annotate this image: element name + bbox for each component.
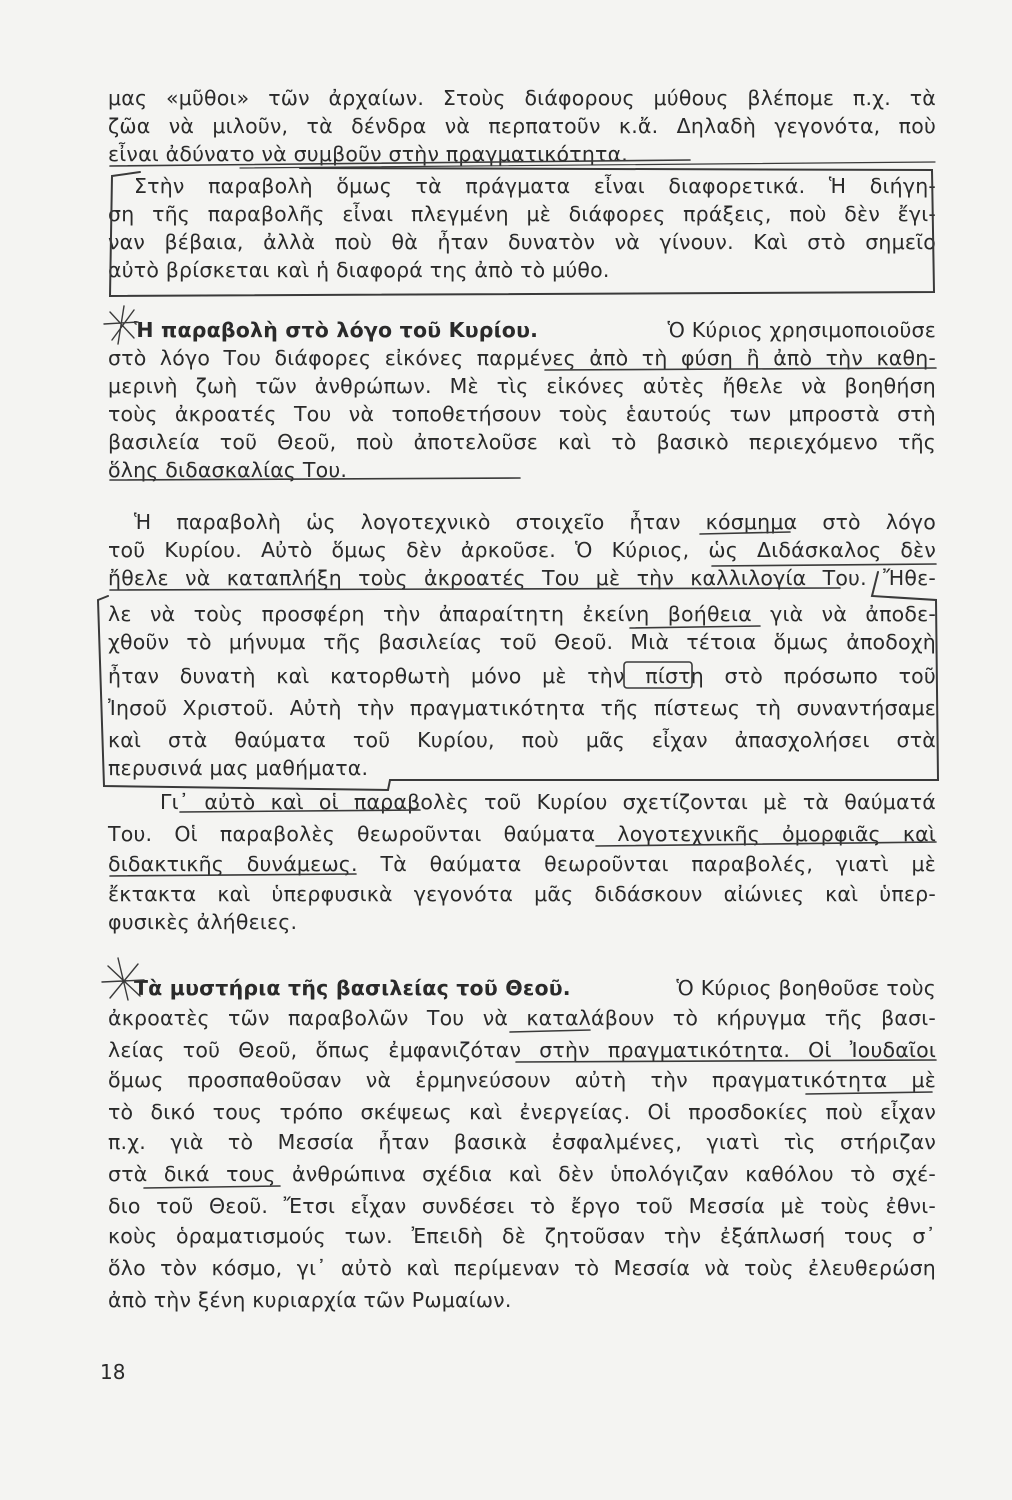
- pencil-asterisk-icon: [104, 306, 138, 344]
- text-line: π.χ. γιὰ τὸ Μεσσία ἦταν βασικὰ ἐσφαλμένες, γιατὶ τὶς στήριζαν: [108, 1130, 936, 1154]
- text-line: ὅμως προσπαθοῦσαν νὰ ἑρμηνεύσουν αὐτὴ τὴν πραγματικότητα μὲ: [108, 1068, 936, 1092]
- text-line: ναν βέβαια, ἀλλὰ ποὺ θὰ ἦταν δυνατὸν νὰ γίνουν. Καὶ στὸ σημεῖο: [108, 230, 936, 254]
- text-line: ἤθελε νὰ καταπλήξη τοὺς ἀκροατές Του μὲ τὴν καλλιλογία Του. Ἤθε-: [108, 566, 936, 590]
- text-line: ση τῆς παραβολῆς εἶναι πλεγμένη μὲ διάφορες πράξεις, ποὺ δὲν ἔγι-: [108, 202, 936, 226]
- text-line: λείας τοῦ Θεοῦ, ὅπως ἐμφανιζόταν στὴν πραγματικότητα. Οἱ Ἰουδαῖοι: [108, 1038, 936, 1062]
- text-line: Ἰησοῦ Χριστοῦ. Αὐτὴ τὴν πραγματικότητα τῆς πίστεως τὴ συναντήσαμε: [108, 696, 936, 720]
- text-line: βασιλεία τοῦ Θεοῦ, ποὺ ἀποτελοῦσε καὶ τὸ βασικὸ περιεχόμενο τῆς: [108, 430, 936, 454]
- text-line: καὶ στὰ θαύματα τοῦ Κυρίου, ποὺ μᾶς εἶχαν ἀπασχολήσει στὰ: [108, 728, 936, 752]
- text-line: τοῦ Κυρίου. Αὐτὸ ὅμως δὲν ἀρκοῦσε. Ὁ Κύριος, ὡς Διδάσκαλος δὲν: [108, 538, 936, 562]
- text-line: [134, 316, 936, 344]
- text-line-rest: Ὁ Κύριος χρησιμοποιοῦσε: [667, 318, 936, 342]
- text-line: μερινὴ ζωὴ τῶν ἀνθρώπων. Μὲ τὶς εἰκόνες αὐτὲς ἤθελε νὰ βοηθήση: [108, 374, 936, 398]
- text-line: φυσικὲς ἀλήθειες.: [108, 910, 298, 934]
- text-line: στὸ λόγο Του διάφορες εἰκόνες παρμένες ἀπὸ τὴ φύση ἢ ἀπὸ τὴν καθη-: [108, 346, 936, 370]
- text-line: ἀκροατὲς τῶν παραβολῶν Του νὰ καταλάβουν τὸ κήρυγμα τῆς βασι-: [108, 1006, 936, 1030]
- text-line: περυσινά μας μαθήματα.: [108, 756, 369, 780]
- text-line: Ἡ παραβολὴ ὡς λογοτεχνικὸ στοιχεῖο ἦταν κόσμημα στὸ λόγο: [134, 510, 936, 534]
- text-line: Στὴν παραβολὴ ὅμως τὰ πράγματα εἶναι διαφορετικά. Ἡ διήγη-: [134, 174, 936, 198]
- text-line: ὅλης διδασκαλίας Του.: [108, 458, 348, 482]
- text-line: ὅλο τὸν κόσμο, γι᾿ αὐτὸ καὶ περίμεναν τὸ Μεσσία νὰ τοὺς ἐλευθερώση: [108, 1256, 936, 1280]
- text-line: Γι᾿ αὐτὸ καὶ οἱ παραβολὲς τοῦ Κυρίου σχετίζονται μὲ τὰ θαύματά: [160, 790, 936, 814]
- text-line: αὐτὸ βρίσκεται καὶ ἡ διαφορά της ἀπὸ τὸ μύθο.: [108, 258, 610, 282]
- text-line: ἦταν δυνατὴ καὶ κατορθωτὴ μόνο μὲ τὴν πίστη στὸ πρόσωπο τοῦ: [108, 664, 936, 688]
- text-line: διο τοῦ Θεοῦ. Ἔτσι εἶχαν συνδέσει τὸ ἔργο τοῦ Μεσσία μὲ τοὺς ἐθνι-: [108, 1194, 936, 1218]
- text-line: διδακτικῆς δυνάμεως. Τὰ θαύματα θεωροῦνται παραβολές, γιατὶ μὲ: [108, 852, 936, 876]
- text-line: μας «μῦθοι» τῶν ἀρχαίων. Στοὺς διάφορους μύθους βλέπομε π.χ. τὰ: [108, 86, 936, 110]
- text-line: κοὺς ὁραματισμούς των. Ἐπειδὴ δὲ ζητοῦσαν τὴν ἐξάπλωσή τους σ᾿: [108, 1224, 936, 1248]
- text-line: στὰ δικά τους ἀνθρώπινα σχέδια καὶ δὲν ὑπολόγιζαν καθόλου τὸ σχέ-: [108, 1162, 936, 1186]
- text-line: εἶναι ἀδύνατο νὰ συμβοῦν στὴν πραγματικότητα.: [108, 142, 629, 166]
- text-line: χθοῦν τὸ μήνυμα τῆς βασιλείας τοῦ Θεοῦ. Μιὰ τέτοια ὅμως ἀποδοχὴ: [108, 630, 936, 654]
- section-heading: Τὰ μυστήρια τῆς βασιλείας τοῦ Θεοῦ.: [134, 976, 571, 1000]
- text-line: ζῶα νὰ μιλοῦν, τὰ δένδρα νὰ περπατοῦν κ.ἄ. Δηλαδὴ γεγονότα, ποὺ: [108, 114, 936, 138]
- text-line: τοὺς ἀκροατές Του νὰ τοποθετήσουν τοὺς ἑαυτούς των μπροστὰ στὴ: [108, 402, 936, 426]
- text-line: λε νὰ τοὺς προσφέρη τὴν ἀπαραίτητη ἐκείνη βοήθεια γιὰ νὰ ἀποδε-: [108, 602, 936, 626]
- section-heading: Ἡ παραβολὴ στὸ λόγο τοῦ Κυρίου.: [134, 318, 539, 342]
- text-line: τὸ δικό τους τρόπο σκέψεως καὶ ἐνεργείας. Οἱ προσδοκίες ποὺ εἶχαν: [108, 1100, 936, 1124]
- text-line: [134, 974, 936, 1002]
- page-number: 18: [100, 1360, 126, 1384]
- text-line: Του. Οἱ παραβολὲς θεωροῦνται θαύματα λογοτεχνικῆς ὀμορφιᾶς καὶ: [108, 822, 936, 846]
- text-line: ἀπὸ τὴν ξένη κυριαρχία τῶν Ρωμαίων.: [108, 1288, 512, 1312]
- text-line: ἔκτακτα καὶ ὑπερφυσικὰ γεγονότα μᾶς διδάσκουν αἰώνιες καὶ ὑπερ-: [108, 882, 936, 906]
- text-line-rest: Ὁ Κύριος βοηθοῦσε τοὺς: [676, 976, 936, 1000]
